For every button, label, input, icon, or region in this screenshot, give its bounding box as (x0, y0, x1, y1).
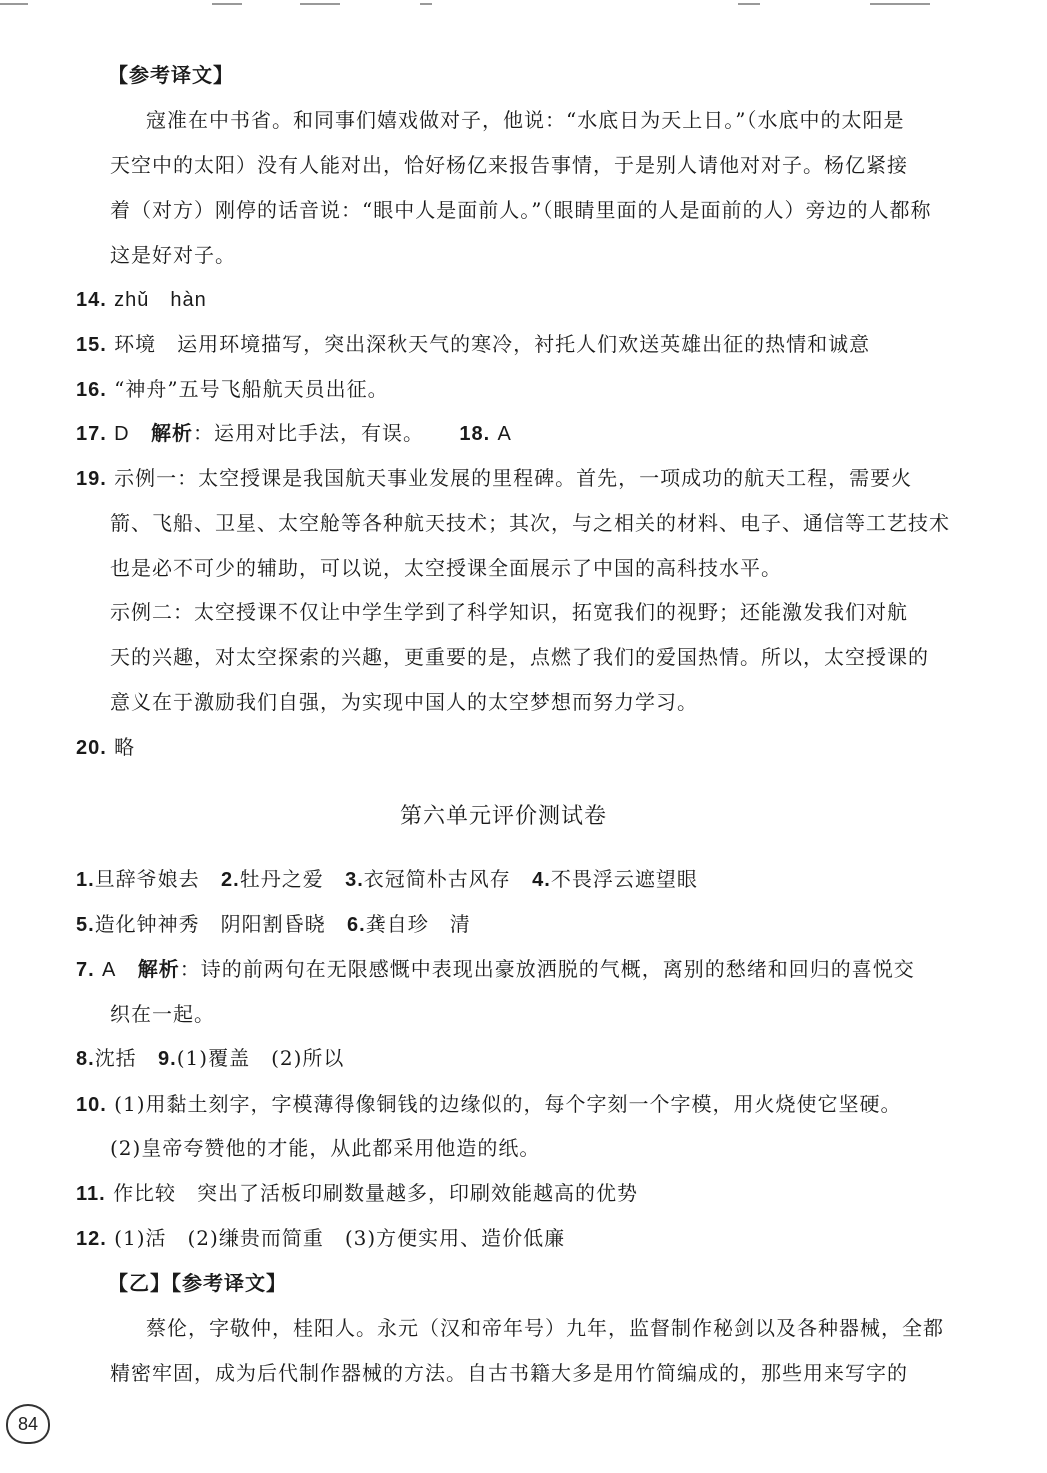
question-number: 3. (345, 869, 364, 891)
answer-19-line: 意义在于激励我们自强，为实现中国人的太空梦想而努力学习。 (110, 690, 698, 714)
translation-line: 这是好对子。 (110, 243, 236, 267)
answer-choice: A (102, 959, 117, 981)
question-number: 15. (76, 334, 107, 356)
translation-line: 着（对方）刚停的话音说：“眼中人是面前人。”（眼睛里面的人是面前的人）旁边的人都称 (110, 198, 932, 222)
question-number: 9. (158, 1048, 177, 1070)
question-number: 1. (76, 869, 95, 891)
question-number: 2. (221, 869, 240, 891)
answer-7-line: 织在一起。 (110, 1002, 215, 1026)
question-number: 6. (347, 914, 366, 936)
answer-15 (76, 329, 870, 360)
answer-text: “神舟”五号飞船航天员出征。 (114, 377, 389, 401)
answer-8-9 (76, 1043, 344, 1074)
answer-16 (76, 374, 389, 405)
answer-text: 旦辞爷娘去 (94, 867, 200, 891)
answer-text: 作比较 突出了活板印刷数量越多，印刷效能越高的优势 (113, 1181, 639, 1205)
answer-text: (1)用黏土刻字，字模薄得像铜钱的边缘似的，每个字刻一个字模，用火烧使它坚硬。 (114, 1092, 902, 1116)
answer-19-line: 箭、飞船、卫星、太空舱等各种航天技术；其次，与之相关的材料、电子、通信等工艺技术 (110, 511, 950, 535)
analysis-label: 解析 (150, 421, 193, 445)
answer-19-line: 天的兴趣，对太空探索的兴趣，更重要的是，点燃了我们的爱国热情。所以，太空授课的 (110, 645, 929, 669)
question-number: 20. (76, 737, 107, 759)
answer-1-4 (76, 864, 698, 895)
answer-7 (76, 954, 915, 985)
answer-10-line: (2)皇帝夸赞他的才能，从此都采用他造的纸。 (110, 1136, 541, 1160)
translation-heading: 【乙】【参考译文】 (108, 1271, 287, 1295)
question-number: 12. (76, 1228, 107, 1250)
answer-5-6 (76, 909, 471, 940)
answer-14 (76, 284, 207, 315)
analysis-text: ：诗的前两句在无限感慨中表现出豪放洒脱的气概，离别的愁绪和回归的喜悦交 (179, 957, 915, 981)
question-number: 7. (76, 959, 95, 981)
answer-text: (1)活 (2)缣贵而简重 (3)方便实用、造价低廉 (114, 1226, 566, 1250)
question-number: 11. (76, 1183, 106, 1205)
answer-19 (76, 463, 912, 494)
answer-text: (1)覆盖 (2)所以 (176, 1046, 345, 1070)
answer-10 (76, 1089, 902, 1120)
answer-text: 示例一：太空授课是我国航天事业发展的里程碑。首先，一项成功的航天工程，需要火 (114, 466, 913, 490)
answer-11 (76, 1178, 638, 1209)
answer-text: 略 (114, 735, 136, 759)
answer-20 (76, 732, 135, 763)
question-number: 16. (76, 379, 107, 401)
answer-text: 造化钟神秀 阴阳割昏晓 (94, 912, 326, 936)
question-number: 4. (532, 869, 551, 891)
question-number: 18. (459, 423, 491, 445)
question-number: 19. (76, 468, 107, 490)
translation-line: 精密牢固，成为后代制作器械的方法。自古书籍大多是用竹简编成的，那些用来写字的 (110, 1361, 908, 1385)
translation-line: 天空中的太阳）没有人能对出，恰好杨亿来报告事情，于是别人请他对对子。杨亿紧接 (110, 153, 908, 177)
question-number: 5. (76, 914, 95, 936)
answer-12 (76, 1223, 565, 1254)
question-number: 8. (76, 1048, 95, 1070)
answer-text: zhǔ hàn (114, 289, 207, 311)
translation-line: 寇准在中书省。和同事们嬉戏做对子，他说：“水底日为天上日。”（水底中的太阳是 (146, 108, 905, 132)
answer-text: 龚自珍 清 (365, 912, 471, 936)
translation-line: 蔡伦，字敬仲，桂阳人。永元（汉和帝年号）九年，监督制作秘剑以及各种器械，全都 (146, 1316, 944, 1340)
answer-text: 衣冠简朴古风存 (363, 867, 511, 891)
answer-text: 沈括 (94, 1046, 137, 1070)
analysis-label: 解析 (137, 957, 180, 981)
question-number: 14. (76, 289, 107, 311)
answer-text: 牡丹之爱 (239, 867, 324, 891)
analysis-text: ：运用对比手法，有误。 (192, 421, 424, 445)
answer-text: 环境 运用环境描写，突出深秋天气的寒冷，衬托人们欢送英雄出征的热情和诚意 (114, 332, 871, 356)
answer-choice: D (114, 423, 130, 445)
question-number: 10. (76, 1094, 107, 1116)
question-number: 17. (76, 423, 107, 445)
scan-edge-marks (0, 0, 1047, 10)
answer-19-line: 示例二：太空授课不仅让中学生学到了科学知识，拓宽我们的视野；还能激发我们对航 (110, 600, 908, 624)
answer-17-18 (76, 418, 512, 449)
page-number: 84 (6, 1404, 50, 1444)
translation-heading: 【参考译文】 (108, 63, 234, 87)
answer-text: 不畏浮云遮望眼 (550, 867, 698, 891)
answer-choice: A (497, 423, 512, 445)
answer-19-line: 也是必不可少的辅助，可以说，太空授课全面展示了中国的高科技水平。 (110, 556, 782, 580)
section-title: 第六单元评价测试卷 (400, 804, 608, 829)
